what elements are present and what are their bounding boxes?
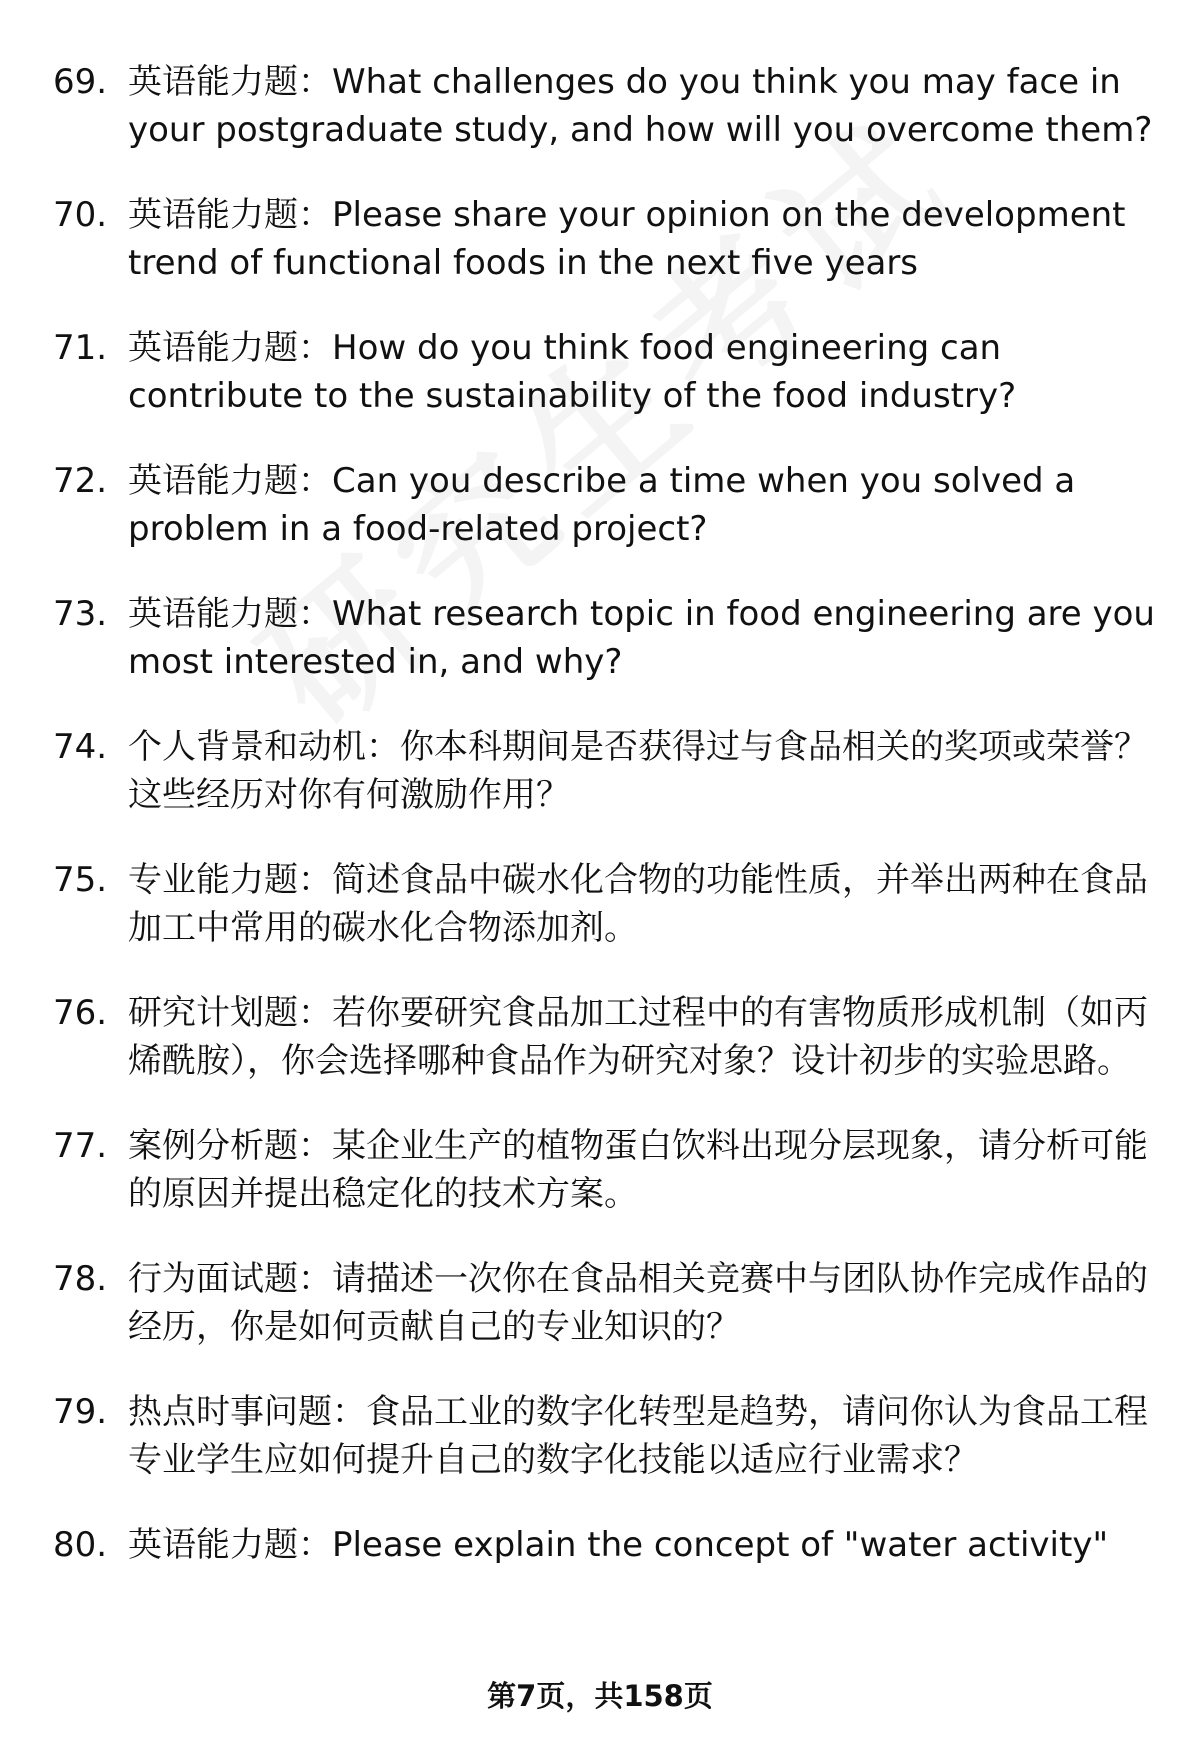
- question-item: [0, 1122, 1200, 1218]
- question-number: 79.: [53, 1392, 108, 1432]
- question-text: 行为面试题：请描述一次你在食品相关竞赛中与团队协作完成作品的经历，你是如何贡献自己的专业知识的？: [128, 1259, 1148, 1347]
- question-text: 个人背景和动机：你本科期间是否获得过与食品相关的奖项或荣誉？这些经历对你有何激励作用？: [128, 727, 1148, 815]
- question-number: 76.: [53, 993, 108, 1033]
- question-text: 英语能力题：What challenges do you think you may face in your postgraduate study, and how will you overcome them?: [128, 62, 1153, 150]
- question-item: [0, 191, 1200, 287]
- question-text: 热点时事问题：食品工业的数字化转型是趋势，请问你认为食品工程专业学生应如何提升自己的数字化技能以适应行业需求？: [128, 1392, 1148, 1480]
- question-text: 英语能力题：How do you think food engineering can contribute to the sustainability of the food industry?: [128, 328, 1017, 416]
- question-item: [0, 324, 1200, 420]
- question-item: [0, 457, 1200, 553]
- question-number: 75.: [53, 860, 108, 900]
- question-number: 71.: [53, 328, 108, 368]
- question-text: 专业能力题：简述食品中碳水化合物的功能性质，并举出两种在食品加工中常用的碳水化合物添加剂。: [128, 860, 1148, 948]
- question-number: 72.: [53, 461, 108, 501]
- question-item: [0, 1388, 1200, 1484]
- question-text: 英语能力题：Please share your opinion on the development trend of functional foods in the next five years: [128, 195, 1126, 283]
- question-item: [0, 1521, 1200, 1569]
- question-item: [0, 1255, 1200, 1351]
- question-text: 英语能力题：What research topic in food engineering are you most interested in, and why?: [128, 594, 1155, 682]
- question-item: [0, 58, 1200, 154]
- question-number: 77.: [53, 1126, 108, 1166]
- question-number: 73.: [53, 594, 108, 634]
- question-text: 英语能力题：Can you describe a time when you solved a problem in a food-related project?: [128, 461, 1076, 549]
- question-number: 69.: [53, 62, 108, 102]
- question-item: [0, 590, 1200, 686]
- question-text: 英语能力题：Please explain the concept of "water activity": [128, 1525, 1109, 1565]
- question-number: 70.: [53, 195, 108, 235]
- question-text: 研究计划题：若你要研究食品加工过程中的有害物质形成机制（如丙烯酰胺），你会选择哪种食品作为研究对象？设计初步的实验思路。: [128, 993, 1148, 1081]
- question-list: [0, 58, 1200, 1606]
- question-number: 80.: [53, 1525, 108, 1565]
- page-footer: 第7页，共158页: [487, 1679, 713, 1713]
- question-text: 案例分析题：某企业生产的植物蛋白饮料出现分层现象，请分析可能的原因并提出稳定化的技术方案。: [128, 1126, 1148, 1214]
- question-number: 74.: [53, 727, 108, 767]
- question-number: 78.: [53, 1259, 108, 1299]
- question-item: [0, 723, 1200, 819]
- question-item: [0, 989, 1200, 1085]
- question-item: [0, 856, 1200, 952]
